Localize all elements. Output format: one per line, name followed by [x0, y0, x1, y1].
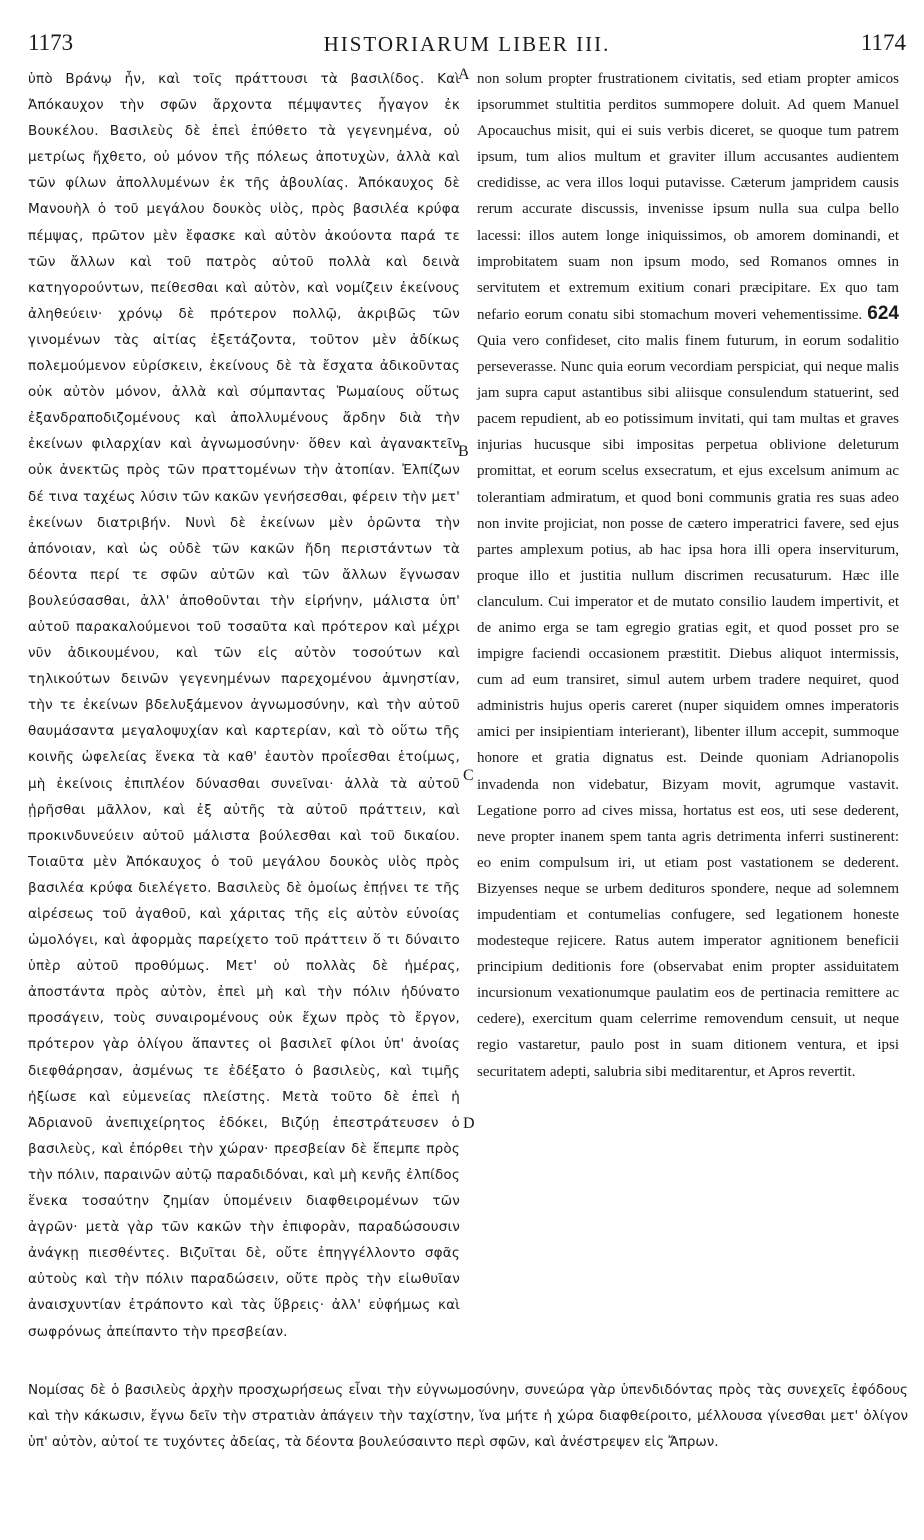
latin-text-part-2: Quia vero confideset, cito malis finem futurum, in eorum sodalitio perseverasse. Nunc quia eorum vecordiam perspiciat, qui neque malis jam supra caput astantibus sibi aliisque consulendum statuerint, sed pacem repudient, ab eo potissimum invitati, qui tam multas et graves injurias hucusque sibi impositas perpetua oblivione deleturum promittat, et eorum scelus exsecratum, et ejus excelsum animum ac tolerantiam admiratum, et quod boni communis gratia res suas adeo non invite projiciat, non posse de cætero imperatrici favere, sed ejus partes amplexum potius, ab hac ipsa hora illi opera inserviturum, proque illo et justitia nullum discrimen recusaturum. Hæc ille clanculum. Cui imperator et de mutato consilio laudem impertivit, et de animo erga se tam egregio gratias egit, et quod posset pro se impigre faciendi occasionem præstitit. Diebus aliquot intermissis, cum ad eum transiret, simul autem urbem tradere nequiret, quod administris hujus operis careret (nuper siquidem omnes imperatoris amici per insipientiam interierant), libenter illum accepit, summoque honore et gratia dignatus est. Deinde quoniam Adrianopolis invadenda non videbatur, Bizyam movit, agrumque vastavit. Legatione porro ad cives missa, hortatus est eos, uti sese dederent, neve propter inanem spem tanta agris detrimenta inferri sustinerent: eo enim compulsum iri, ut etiam post vastationem se dederent. Bizyenses neque se urbem dedituros spondere, neque ad solemnem impudentiam et contumelias confugere, sed legationem honeste modesteque rejicere. Ratus autem imperator agnitionem beneficii principium deditionis fore (observabat enim propter assiduitatem incursionum vexationumque paulatim eos de pertinacia remittere ac cedere), exercitum quam celerrime removendum censuit, ut neque regio vastaretur, paulo post in suam ditionem ventura, et ipsi securitatem adepti, salubria sibi meditarentur, et Apros revertit. — [477, 332, 899, 1080]
margin-marker-a: A — [458, 66, 470, 83]
page-header — [28, 30, 906, 60]
margin-marker-b: B — [458, 443, 469, 460]
margin-marker-d: D — [463, 1115, 475, 1132]
greek-text-column: ὑπὸ Βράνῳ ἦν, καὶ τοῖς πράττουσι τὰ βασιλίδος. Καὶ Ἀπόκαυχον τὴν σφῶν ἄρχοντα πέμψαντες ἦγαγον ἐκ Βουκέλου. Βασιλεὺς δὲ ἐπεὶ ἐπύθετο τὰ γεγενημένα, οὐ μετρίως ἤχθετο, οὐ μόνον τῆς πόλεως ἀποτυχὼν, ἀλλὰ καὶ τῶν φίλων ἀπολλυμένων ἐκ τῆς ἀβουλίας. Ἀπόκαυχος δὲ Μανουὴλ ὁ τοῦ μεγάλου δουκὸς υἱὸς, πρὸς βασιλέα κρύφα πέμψας, πρῶτον μὲν ἔφασκε καὶ αὐτὸν ἀκούοντα παρά τε τῶν ἄλλων καὶ τοῦ πατρὸς αὐτοῦ πολλὰ καὶ δεινὰ κατηγορούντων, πείθεσθαι καὶ αὐτὸν, καὶ νομίζειν ἐκείνους ἀληθεύειν· χρόνῳ δὲ πρότερον πολλῷ, ἀκριβῶς τῶν γινομένων τὰς αἰτίας ἐξετάζοντα, τοῦτον μὲν ἀδίκως πολεμούμενον εὑρίσκειν, ἐκείνους δὲ τὰ ἔσχατα ἀδικοῦντας οὐκ αὐτὸν μόνον, ἀλλὰ καὶ σύμπαντας Ῥωμαίους οὕτως ἐξανδραποδιζομένους καὶ ἀπολλυμένους ἄρδην διὰ τὴν ἐκείνων φιλαρχίαν καὶ ἀγνωμοσύνην· ὅθεν καὶ ἀγανακτεῖν οὐκ ἀνεκτῶς πρὸς τῶν πραττομένων τὴν ἀτοπίαν. Ἐλπίζων δέ τινα ταχέως λύσιν τῶν κακῶν γενήσεσθαι, φέρειν τὴν μετ' ἐκείνων διατριβήν. Νυνὶ δὲ ἐκείνων μὲν ὁρῶντα τὴν ἀπόνοιαν, καὶ ὡς οὐδὲ τῶν κακῶν ἤδη περιστάντων τὰ δέοντα περί τε σφῶν αὐτῶν καὶ τῶν ἄλλων ἔγνωσαν βουλεύσασθαι, ἀλλ' ἀποθοῦνται τὴν εἰρήνην, μάλιστα ὑπ' αὐτοῦ παρακαλούμενοι τοῦ τοσαῦτα καὶ πρότερον καὶ μέχρι νῦν ἀδικουμένου, καὶ τῶν εἰς αὐτὸν τοσούτων καὶ τηλικούτων δεινῶν γεγενημένων παρεχομένου ἀμνηστίαν, τὴν τε ἐκείνων βδελυξάμενον ἀγνωμοσύνην, καὶ τὴν αὐτοῦ θαυμάσαντα μεγαλοψυχίαν καὶ καρτερίαν, καὶ τὸ οὕτω τῆς κοινῆς ὠφελείας ἕνεκα τὰ καθ' ἑαυτὸν προΐεσθαι ἑτοίμως, μὴ ἐκείνοις ἐπιπλέον δύνασθαι συνεῖναι· ἀλλὰ τὰ αὐτοῦ ᾑρῆσθαι μᾶλλον, καὶ ἐξ αὐτῆς τὰ αὐτοῦ πράττειν, καὶ προκινδυνεύειν αὐτοῦ μάλιστα βούλεσθαι καὶ τοῦ δικαίου. Τοιαῦτα μὲν Ἀπόκαυχος ὁ τοῦ μεγάλου δουκὸς υἱὸς πρὸς βασιλέα κρύφα διελέγετο. Βασιλεὺς δὲ ὁμοίως ἐπῄνει τε τῆς αἱρέσεως τοῦ ἀγαθοῦ, καὶ χάριτας τῆς εἰς αὐτὸν εὐνοίας ὡμολόγει, καὶ ἀφορμὰς παρείχετο τοῦ πράττειν ὅ τι δύναιτο ὑπὲρ αὐτοῦ προθύμως. Μετ' οὐ πολλὰς δὲ ἡμέρας, ἀποστάντα πρὸς αὐτὸν, ἐπεὶ μὴ καὶ τὴν πόλιν ἠδύνατο προσάγειν, τοὺς συναιρομένους οὐκ ἔχων πρὸς τὸ ἔργον, πρότερον γὰρ ὀλίγου ἅπαντες οἱ βασιλεῖ φίλοι ὑπ' ἀνοίας διεφθάρησαν, ἀσμένως τε ἐδέξατο ὁ βασιλεὺς, καὶ τιμῆς ἠξίωσε καὶ εὐμενείας πλείστης. Μετὰ τοῦτο δὲ ἐπεὶ ἡ Ἀδριανοῦ ἀνεπιχείρητος ἐδόκει, Βιζύῃ ἐπεστράτευσεν ὁ βασιλεὺς, καὶ ἐπόρθει τὴν χώραν· πρεσβείαν δὲ ἔπεμπε πρὸς τὴν πόλιν, παραινῶν αὐτῷ παραδιδόναι, καὶ μὴ κενῆς ἐλπίδος ἕνεκα τοσαύτην ζημίαν ὑπομένειν διαφθειρομένων τῶν ἀγρῶν· μετὰ γὰρ τῶν κακῶν τὴν ἐπιφορὰν, παραδώσουσιν ἀνάγκῃ πιεσθέντες. Βιζυῖται δὲ, οὔτε ἐπηγγέλλοντο σφᾶς αὐτοὺς καὶ τὴν πόλιν παραδώσειν, οὔτε πρὸς τὴν εἰωθυῖαν ἀναισχυντίαν ἐτράποντο καὶ τὰς ὕβρεις· ἀλλ' εὐφήμως καὶ σωφρόνως ἀπείπαντο τὴν πρεσβείαν. — [28, 71, 460, 1340]
running-title: HISTORIARUM LIBER III. — [323, 32, 611, 56]
latin-text-part-1: non solum propter frustrationem civitatis, sed etiam propter amicos ipsorummet stultitia perditos summopere doluit. Ad quem Manuel Apocauchus misit, qui ei suis verbis diceret, se quoque tum patrem ipsum, tum alios multum et graviter illum accusantes audientem credidisse, ac vera illos loqui putavisse. Cæterum jampridem causis rerum accurate discussis, invenisse ipsum nulla sua culpa bello lacessi: illos autem longe iniquissimos, ob amorem dominandi, et improbitatem suam non ipsum modo, sed Romanos omnes in servitutem et extremum exitium conari præcipitare. Ex quo tam nefario eorum conatu sibi stomachum moveri vehementissime. — [477, 71, 899, 323]
margin-marker-c: C — [463, 767, 474, 784]
right-page-number: 1174 — [860, 30, 906, 55]
inline-page-number: 624 — [867, 302, 899, 324]
latin-text-column — [477, 66, 899, 1085]
left-page-number: 1173 — [28, 30, 74, 55]
greek-text-full-width: Νομίσας δὲ ὁ βασιλεὺς ἀρχὴν προσχωρήσεως εἶναι τὴν εὐγνωμοσύνην, συνεώρα γὰρ ὑπενδιδόντας πρὸς τὰς συνεχεῖς ἐφόδους καὶ τὴν κάκωσιν, ἔγνω δεῖν τὴν στρατιὰν ἀπάγειν τὴν ταχίστην, ἵνα μήτε ἡ χώρα διαφθείροιτο, μέλλουσα γίνεσθαι μετ' ὀλίγον ὑπ' αὐτὸν, αὐτοί τε τυχόντες ἀδείας, τὰ δέοντα βουλεύσαιντο περὶ σφῶν, καὶ ἀνέστρεψεν εἰς Ἄπρων. — [28, 1382, 908, 1450]
